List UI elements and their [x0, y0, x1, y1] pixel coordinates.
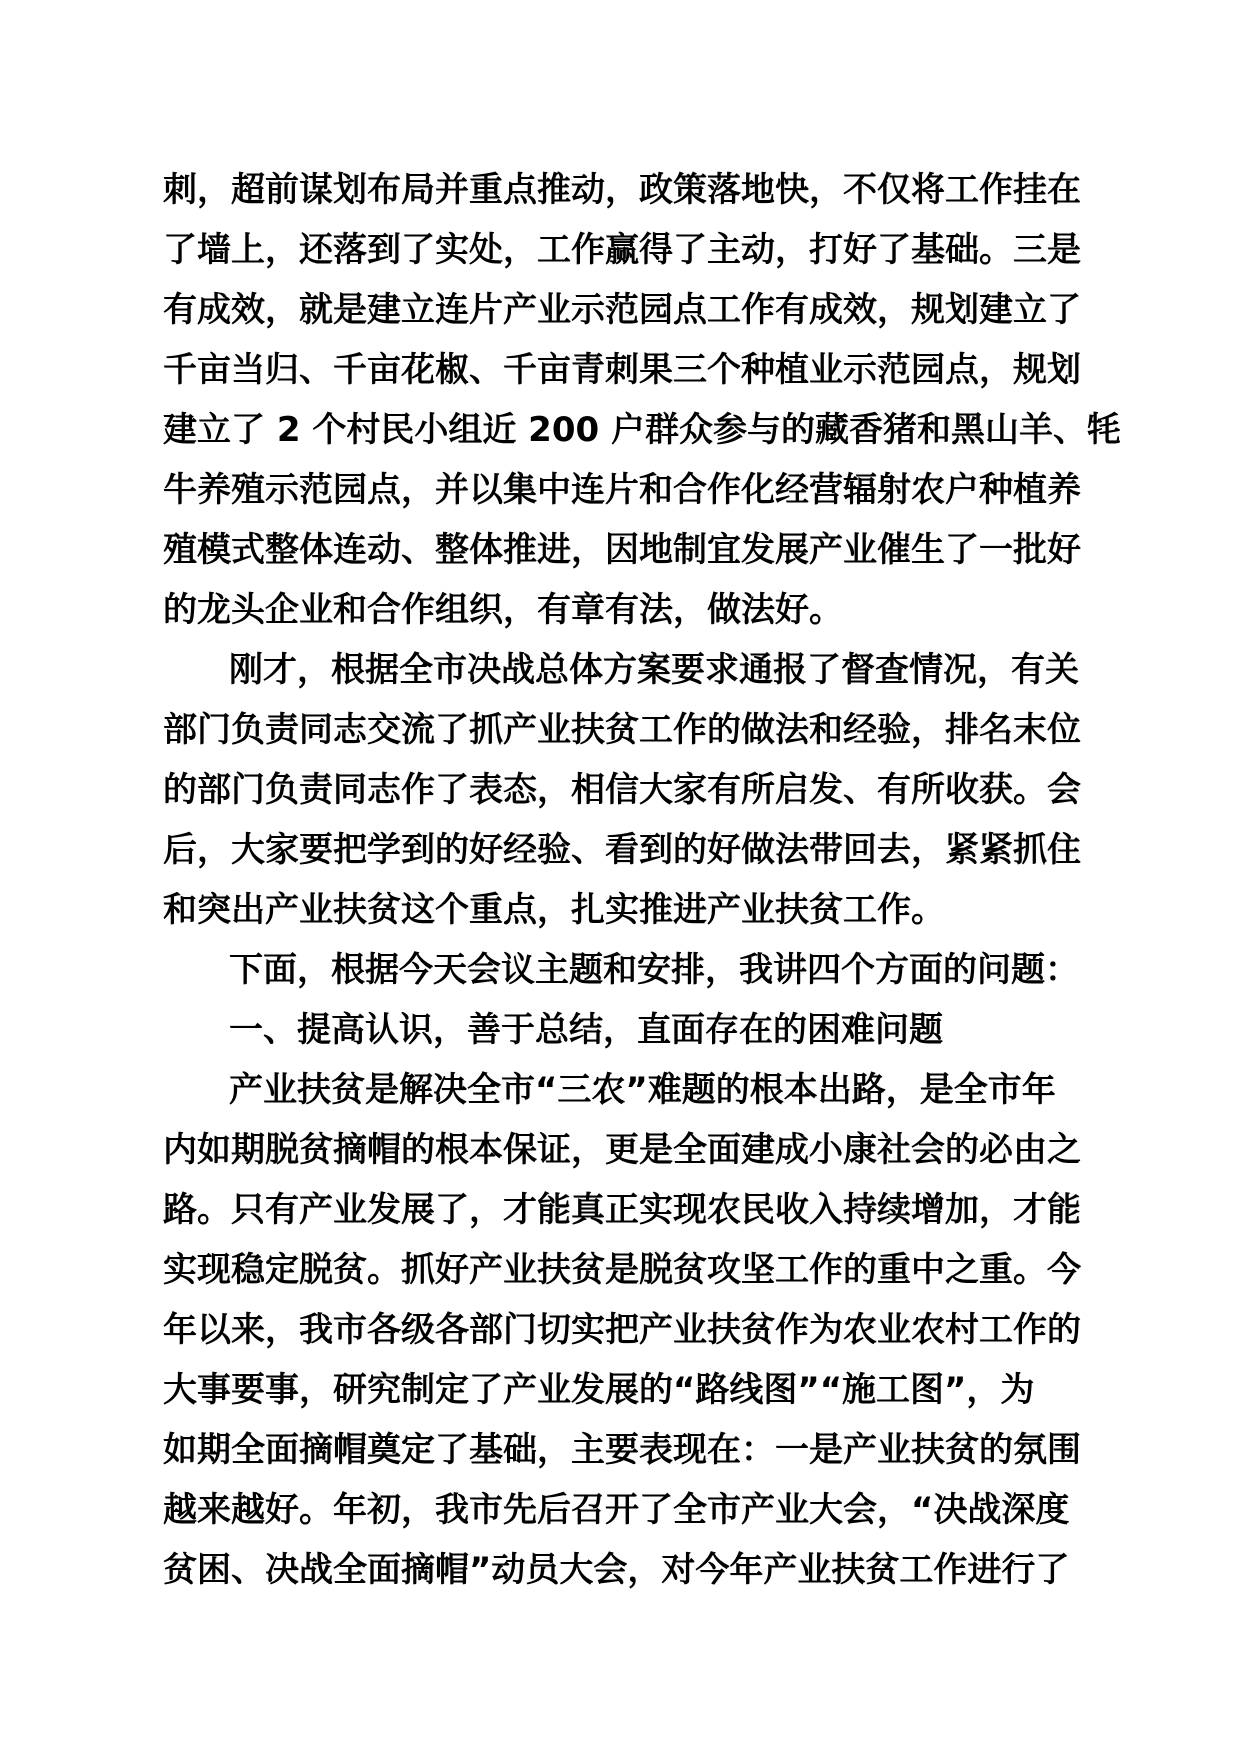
text-line: 和突出产业扶贫这个重点，扎实推进产业扶贫工作。	[163, 890, 945, 930]
text-line: 刺，超前谋划布局并重点推动，政策落地快，不仅将工作挂在	[163, 170, 1081, 210]
text-line: 的龙头企业和合作组织，有章有法，做法好。	[163, 590, 843, 630]
text-line: 殖模式整体连动、整体推进，因地制宜发展产业催生了一批好	[163, 530, 1081, 570]
text-line: 贫困、决战全面摘帽”动员大会，对今年产业扶贫工作进行了	[163, 1550, 1070, 1590]
paragraph-start-line: 刚才，根据全市决战总体方案要求通报了督查情况，有关	[229, 650, 1079, 690]
text-line: 大事要事，研究制定了产业发展的“路线图”“施工图”，为	[163, 1370, 1035, 1410]
text-line: 建立了 2 个村民小组近 200 户群众参与的藏香猪和黑山羊、牦	[163, 410, 1121, 450]
paragraph-start-line: 产业扶贫是解决全市“三农”难题的根本出路，是全市年	[229, 1070, 1056, 1110]
body-text	[163, 160, 1121, 1600]
text-line: 有成效，就是建立连片产业示范园点工作有成效，规划建立了	[163, 290, 1081, 330]
text-line: 越来越好。年初，我市先后召开了全市产业大会，“决战深度	[163, 1490, 1070, 1530]
paragraph-start-line: 下面，根据今天会议主题和安排，我讲四个方面的问题：	[229, 950, 1079, 990]
text-line: 的部门负责同志作了表态，相信大家有所启发、有所收获。会	[163, 770, 1081, 810]
text-line: 后，大家要把学到的好经验、看到的好做法带回去，紧紧抓住	[163, 830, 1081, 870]
text-line: 年以来，我市各级各部门切实把产业扶贫作为农业农村工作的	[163, 1310, 1081, 1350]
text-line: 如期全面摘帽奠定了基础，主要表现在：一是产业扶贫的氛围	[163, 1430, 1081, 1470]
text-line: 内如期脱贫摘帽的根本保证，更是全面建成小康社会的必由之	[163, 1130, 1081, 1170]
text-line: 牛养殖示范园点，并以集中连片和合作化经营辐射农户种植养	[163, 470, 1081, 510]
text-line: 部门负责同志交流了抓产业扶贫工作的做法和经验，排名末位	[163, 710, 1081, 750]
text-line: 路。只有产业发展了，才能真正实现农民收入持续增加，才能	[163, 1190, 1081, 1230]
section-heading: 一、提高认识，善于总结，直面存在的困难问题	[229, 1010, 943, 1050]
text-line: 了墙上，还落到了实处，工作赢得了主动，打好了基础。三是	[163, 230, 1081, 270]
text-line: 千亩当归、千亩花椒、千亩青刺果三个种植业示范园点，规划	[163, 350, 1081, 390]
text-line: 实现稳定脱贫。抓好产业扶贫是脱贫攻坚工作的重中之重。今	[163, 1250, 1081, 1290]
